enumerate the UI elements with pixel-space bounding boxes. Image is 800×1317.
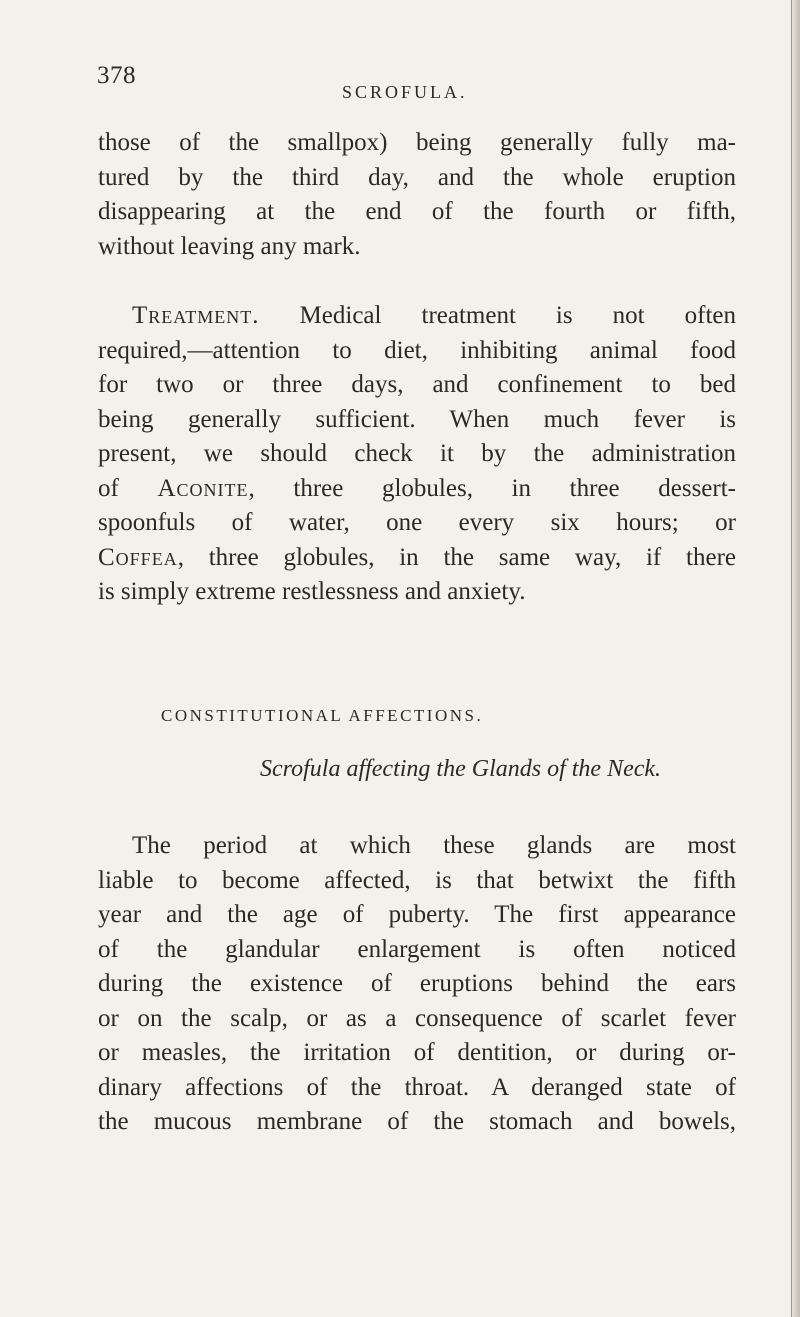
text-line: or on the scalp, or as a consequence of scarlet fever [98, 1004, 736, 1032]
text-line [98, 472, 736, 507]
text-line: present, we should check it by the administration [98, 440, 736, 467]
text-line: spoonfuls of water, one every six hours; or [98, 509, 736, 536]
text-fragment: , three globules, in the same way, if there [177, 543, 736, 571]
text-line: of the glandular enlargement is often noticed [98, 935, 736, 963]
paragraph-treatment [98, 299, 736, 610]
text-line: the mucous membrane of the stomach and bowels, [98, 1108, 736, 1135]
text-line: during the existence of eruptions behind the ears [98, 970, 736, 997]
text-fragment: , three globules, in three dessert- [248, 474, 737, 502]
paragraph-glands [98, 829, 736, 1140]
text-line: year and the age of puberty. The first appearance [98, 901, 736, 928]
text-line [98, 541, 736, 576]
text-line: without leaving any mark. [98, 232, 361, 260]
text-line: tured by the third day, and the whole eruption [98, 163, 736, 191]
text-line [98, 299, 736, 334]
text-line: dinary affections of the throat. A deranged state of [98, 1073, 736, 1101]
page-edge-line [791, 0, 792, 1317]
remedy-name-aconite: Aconite [157, 474, 249, 502]
text-fragment: Medical treatment is not often [259, 302, 736, 329]
section-subheading: Scrofula affecting the Glands of the Neck. [260, 756, 662, 782]
running-head: SCROFULA. [342, 82, 468, 102]
text-line: is simply extreme restlessness and anxiety. [98, 578, 526, 605]
text-fragment: of [98, 474, 158, 502]
text-line: those of the smallpox) being generally fully ma- [98, 129, 736, 156]
text-line: required,—attention to diet, inhibiting animal food [98, 336, 736, 364]
treatment-label: Treatment. [132, 302, 260, 329]
page-number: 378 [97, 62, 136, 89]
remedy-name-coffea: Coffea [98, 543, 178, 571]
page-edge-shadow [791, 0, 800, 1317]
section-heading: CONSTITUTIONAL AFFECTIONS. [161, 706, 484, 725]
text-line: being generally sufficient. When much fever is [98, 405, 736, 433]
text-line: for two or three days, and confinement to bed [98, 371, 736, 398]
text-line: or measles, the irritation of dentition, or during or- [98, 1039, 736, 1066]
text-line: disappearing at the end of the fourth or fifth, [98, 198, 736, 225]
paragraph-continuation [98, 126, 736, 264]
text-line: liable to become affected, is that betwixt the fifth [98, 866, 736, 894]
text-line: The period at which these glands are most [132, 832, 736, 859]
